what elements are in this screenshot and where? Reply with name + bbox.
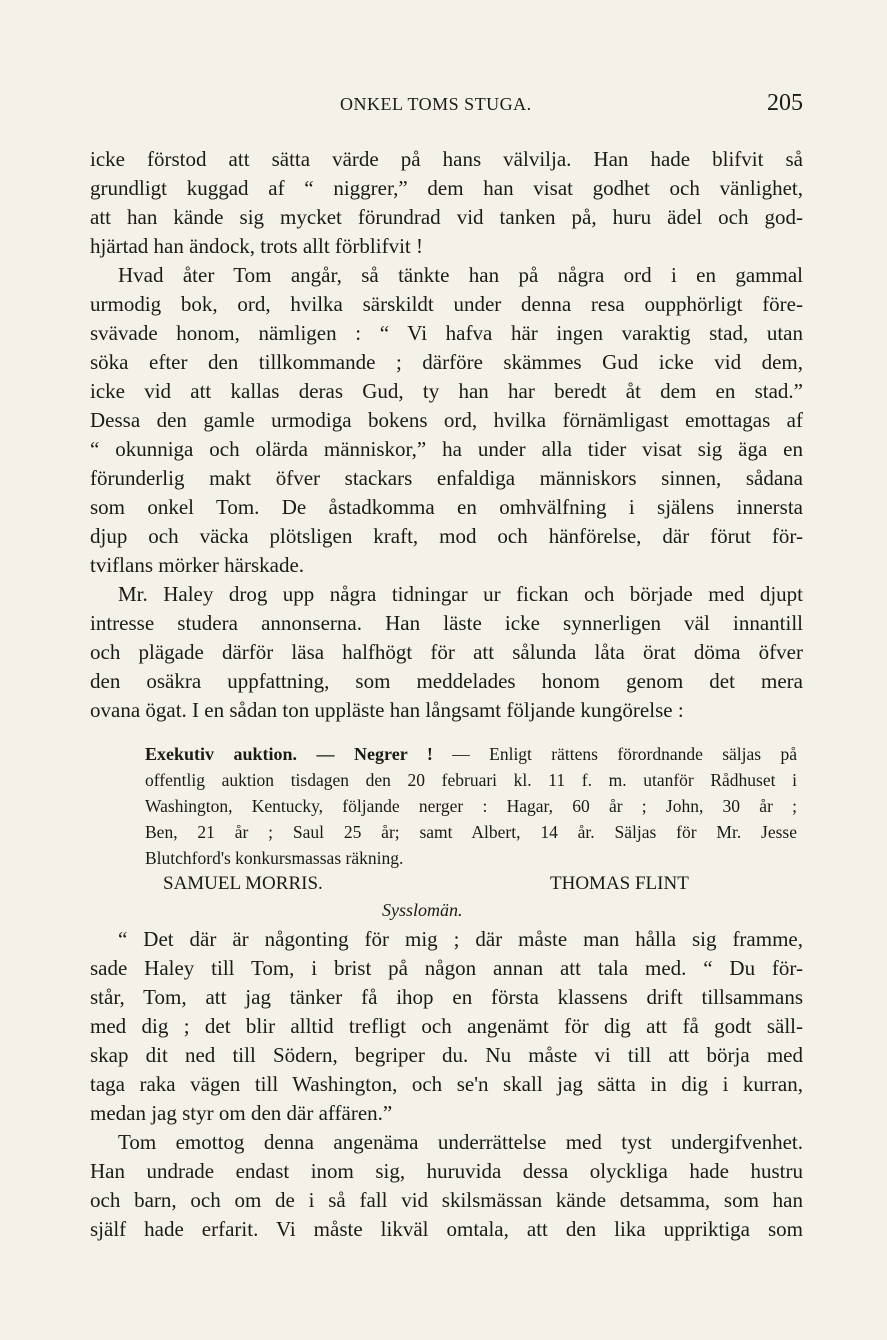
text-line: urmodig bok, ord, hvilka särskildt under denna resa oupphörligt före-: [90, 292, 803, 316]
text-line: med dig ; det blir alltid trefligt och angenämt för dig att få godt säll-: [90, 1014, 803, 1038]
notice-line: Ben, 21 år ; Saul 25 år; samt Albert, 14 år. Säljas för Mr. Jesse: [145, 822, 797, 842]
text-line: att han kände sig mycket förundrad vid tanken på, huru ädel och god-: [90, 205, 803, 229]
notice-line: Washington, Kentucky, följande nerger : Hagar, 60 år ; John, 30 år ;: [145, 796, 797, 816]
signer-right: THOMAS FLINT: [550, 873, 689, 894]
notice-heading: Exekutiv auktion. — Negrer !: [145, 744, 433, 764]
text-line: grundligt kuggad af “ niggrer,” dem han visat godhet och vänlighet,: [90, 176, 803, 200]
running-title: ONKEL TOMS STUGA.: [340, 94, 532, 114]
notice-line-rest: — Enligt rättens förordnande säljas på: [452, 744, 798, 764]
text-line: hjärtad han ändock, trots allt förblifvit !: [90, 234, 423, 258]
text-line: söka efter den tillkommande ; därföre skämmes Gud icke vid dem,: [90, 350, 803, 374]
text-line: själf hade erfarit. Vi måste likväl omtala, att den lika uppriktiga som: [90, 1217, 803, 1241]
body-text-bottom: [90, 925, 803, 1244]
text-line: skap dit ned till Södern, begriper du. Nu måste vi till att börja med: [90, 1043, 803, 1067]
text-line: icke vid att kallas deras Gud, ty han har beredt åt dem en stad.”: [90, 379, 803, 403]
text-line: taga raka vägen till Washington, och se'n skall jag sätta in dig i kurran,: [90, 1072, 803, 1096]
notice-line: Blutchford's konkursmassas räkning.: [145, 848, 404, 868]
text-line: som onkel Tom. De åstadkomma en omhvälfning i själens innersta: [90, 495, 803, 519]
notice-signatures: [145, 871, 797, 897]
notice-line: offentlig auktion tisdagen den 20 februari kl. 11 f. m. utanför Rådhuset i: [145, 770, 797, 790]
text-line: Dessa den gamle urmodiga bokens ord, hvilka förnämligast emottagas af: [90, 408, 803, 432]
signer-title: Sysslomän.: [382, 900, 463, 920]
text-line: icke förstod att sätta värde på hans välvilja. Han hade blifvit så: [90, 147, 803, 171]
text-line: den osäkra uppfattning, som meddelades honom genom det mera: [90, 669, 803, 693]
body-text-top: [90, 145, 803, 725]
text-line: “ Det där är någonting för mig ; där måste man hålla sig framme,: [118, 927, 803, 951]
text-line: intresse studera annonserna. Han läste icke synnerligen väl innantill: [90, 611, 803, 635]
auction-notice: [145, 741, 797, 923]
text-line: medan jag styr om den där affären.”: [90, 1101, 393, 1125]
text-line: ovana ögat. I en sådan ton uppläste han långsamt följande kungörelse :: [90, 698, 684, 722]
signer-left: SAMUEL MORRIS.: [163, 873, 323, 894]
text-line: svävade honom, nämligen : “ Vi hafva här ingen varaktig stad, utan: [90, 321, 803, 345]
text-line: “ okunniga och olärda människor,” ha under alla tider visat sig äga en: [90, 437, 803, 461]
text-line: sade Haley till Tom, i brist på någon annan att tala med. “ Du för-: [90, 956, 803, 980]
text-line: och plägade därför läsa halfhögt för att sålunda låta örat döma öfver: [90, 640, 803, 664]
notice-line: [145, 741, 797, 767]
text-line: och barn, och om de i så fall vid skilsmässan kände detsamma, som han: [90, 1188, 803, 1212]
text-line: står, Tom, att jag tänker få ihop en första klassens drift tillsammans: [90, 985, 803, 1009]
text-line: förunderlig makt öfver stackars enfaldiga människors sinnen, sådana: [90, 466, 803, 490]
page-header: [90, 90, 803, 120]
text-line: Mr. Haley drog upp några tidningar ur fickan och började med djupt: [118, 582, 803, 606]
text-line: djup och väcka plötsligen kraft, mod och hänförelse, där förut för-: [90, 524, 803, 548]
text-line: Tom emottog denna angenäma underrättelse med tyst undergifvenhet.: [118, 1130, 803, 1154]
text-line: Han undrade endast inom sig, huruvida dessa olyckliga hade hustru: [90, 1159, 803, 1183]
text-line: Hvad åter Tom angår, så tänkte han på några ord i en gammal: [118, 263, 803, 287]
text-line: tviflans mörker härskade.: [90, 553, 305, 577]
page-number: 205: [767, 90, 803, 116]
